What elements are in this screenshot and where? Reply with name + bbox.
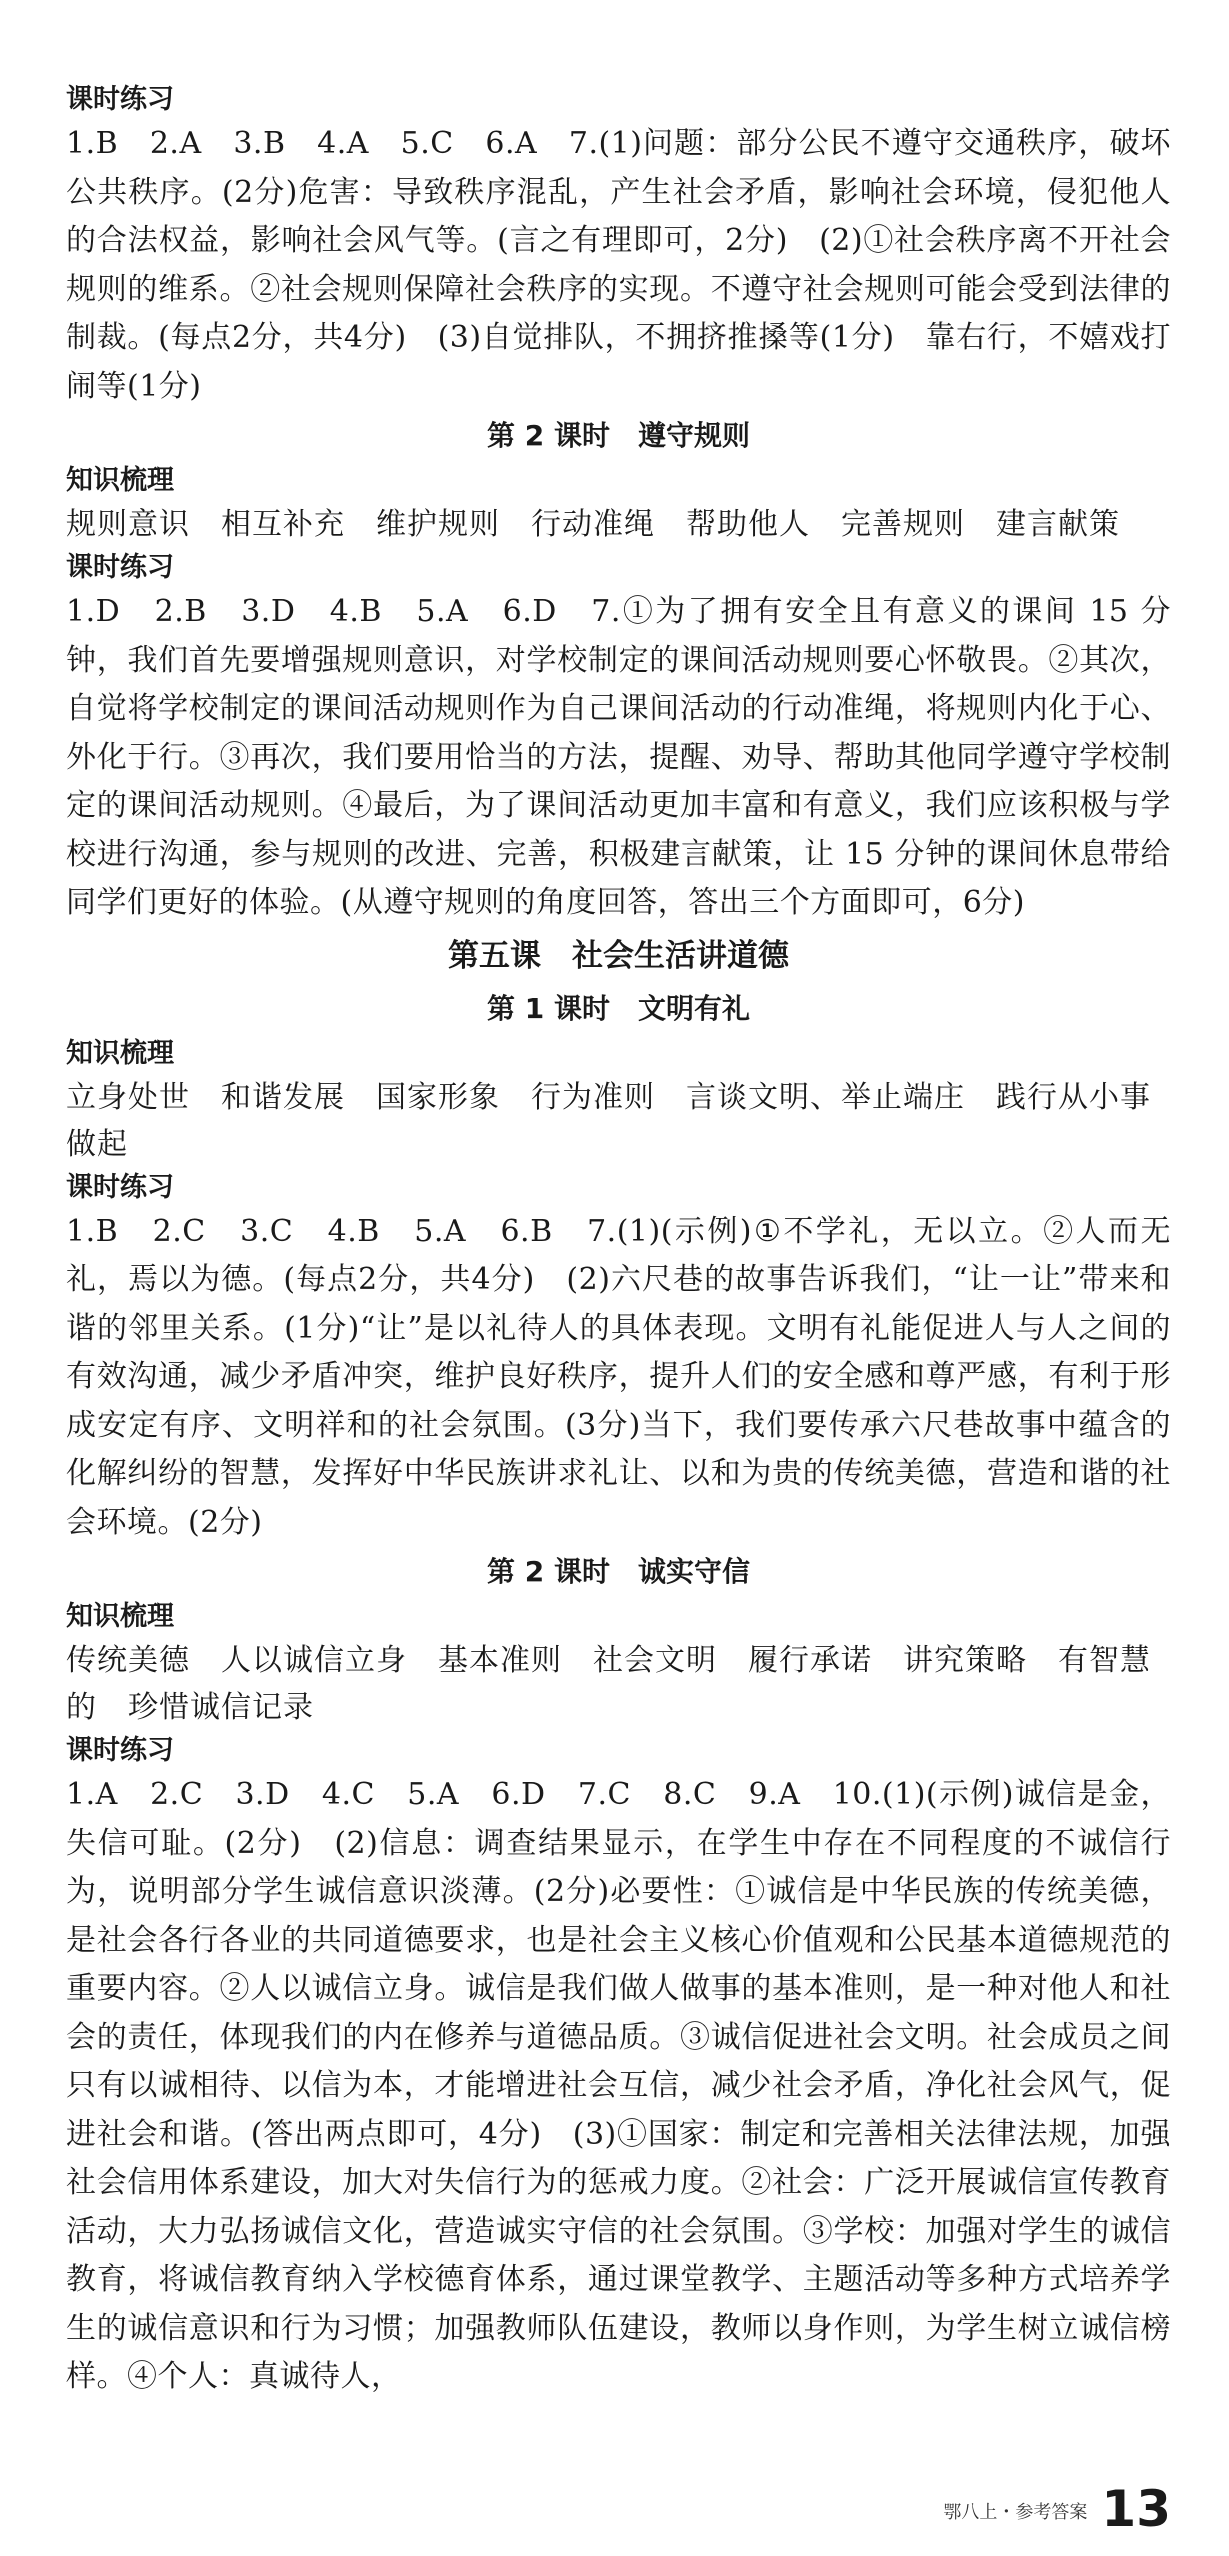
answer-paragraph-2: 1.D 2.B 3.D 4.B 5.A 6.D 7.①为了拥有安全且有意义的课间 15 分钟，我们首先要增强规则意识，对学校制定的课间活动规则要心怀敬畏。②其次，自觉将学校制定的课间活动规则作为自己课间活动的行动准绳，将规则内化于心、外化于行。③再次，我们要用恰当的方法，提醒、劝导、帮助其他同学遵守学校制定的课间活动规则。④最后，为了课间活动更加丰富和有意义，我们应该积极与学校进行沟通，参与规则的改进、完善，积极建言献策，让 15 分钟的课间休息带给同学们更好的体验。(从遵守规则的角度回答，答出三个方面即可，6分) (66, 594, 1171, 920)
section-header-knowledge-1: 知识梳理 (66, 465, 174, 496)
section-header-practice-2: 课时练习 (66, 552, 174, 583)
footer-label: 鄂八上・参考答案 (943, 2502, 1088, 2523)
subsection-title-honesty: 第 2 课时 诚实守信 (487, 1555, 750, 1588)
page-footer (943, 2480, 1171, 2538)
answer-paragraph-1: 1.B 2.A 3.B 4.A 5.C 6.A 7.(1)问题：部分公民不遵守交通秩序，破坏公共秩序。(2分)危害：导致秩序混乱，产生社会矛盾，影响社会环境，侵犯他人的合法权益，影响社会风气等。(言之有理即可，2分) (2)①社会秩序离不开社会规则的维系。②社会规则保障社会秩序的实现。不遵守社会规则可能会受到法律的制裁。(每点2分，共4分) (3)自觉排队，不拥挤推搡等(1分) 靠右行，不嬉戏打闹等(1分) (66, 126, 1171, 404)
answer-page (66, 80, 1171, 2402)
answer-paragraph-4: 1.A 2.C 3.D 4.C 5.A 6.D 7.C 8.C 9.A 10.(1)(示例)诚信是金，失信可耻。(2分) (2)信息：调查结果显示，在学生中存在不同程度的不诚信行为，说明部分学生诚信意识淡薄。(2分)必要性：①诚信是中华民族的传统美德，是社会各行各业的共同道德要求，也是社会主义核心价值观和公民基本道德规范的重要内容。②人以诚信立身。诚信是我们做人做事的基本准则，是一种对他人和社会的责任，体现我们的内在修养与道德品质。③诚信促进社会文明。社会成员之间只有以诚相待、以信为本，才能增进社会互信，减少社会矛盾，净化社会风气，促进社会和谐。(答出两点即可，4分) (3)①国家：制定和完善相关法律法规，加强社会信用体系建设，加大对失信行为的惩戒力度。②社会：广泛开展诚信宣传教育活动，大力弘扬诚信文化，营造诚实守信的社会氛围。③学校：加强对学生的诚信教育，将诚信教育纳入学校德育体系，通过课堂教学、主题活动等多种方式培养学生的诚信意识和行为习惯；加强教师队伍建设，教师以身作则，为学生树立诚信榜样。④个人：真诚待人， (66, 1777, 1171, 2394)
section-header-practice-4: 课时练习 (66, 1735, 174, 1766)
page-number: 13 (1101, 2480, 1171, 2538)
subsection-title-rules: 第 2 课时 遵守规则 (487, 419, 750, 452)
subsection-title-courtesy: 第 1 课时 文明有礼 (487, 991, 750, 1025)
answer-paragraph-3: 1.B 2.C 3.C 4.B 5.A 6.B 7.(1)(示例)①不学礼，无以立。②人而无礼，焉以为德。(每点2分，共4分) (2)六尺巷的故事告诉我们，“让一让”带来和谐的邻里关系。(1分)“让”是以礼待人的具体表现。文明有礼能促进人与人之间的有效沟通，减少矛盾冲突，维护良好秩序，提升人们的安全感和尊严感，有利于形成安定有序、文明祥和的社会氛围。(3分)当下，我们要传承六尺巷故事中蕴含的化解纠纷的智慧，发挥好中华民族讲求礼让、以和为贵的传统美德，营造和谐的社会环境。(2分) (66, 1213, 1171, 1540)
section-header-knowledge-2: 知识梳理 (66, 1037, 174, 1069)
lesson-title: 第五课 社会生活讲道德 (448, 937, 789, 974)
keywords-honesty: 传统美德 人以诚信立身 基本准则 社会文明 履行承诺 讲究策略 有智慧的 珍惜诚信记录 (66, 1643, 1151, 1725)
section-header-knowledge-3: 知识梳理 (66, 1601, 174, 1632)
section-header-practice-1: 课时练习 (66, 84, 174, 115)
section-header-practice-3: 课时练习 (66, 1171, 174, 1203)
keywords-courtesy: 立身处世 和谐发展 国家形象 行为准则 言谈文明、举止端庄 践行从小事做起 (66, 1079, 1151, 1162)
keywords-rules: 规则意识 相互补充 维护规则 行动准绳 帮助他人 完善规则 建言献策 (66, 507, 1120, 542)
